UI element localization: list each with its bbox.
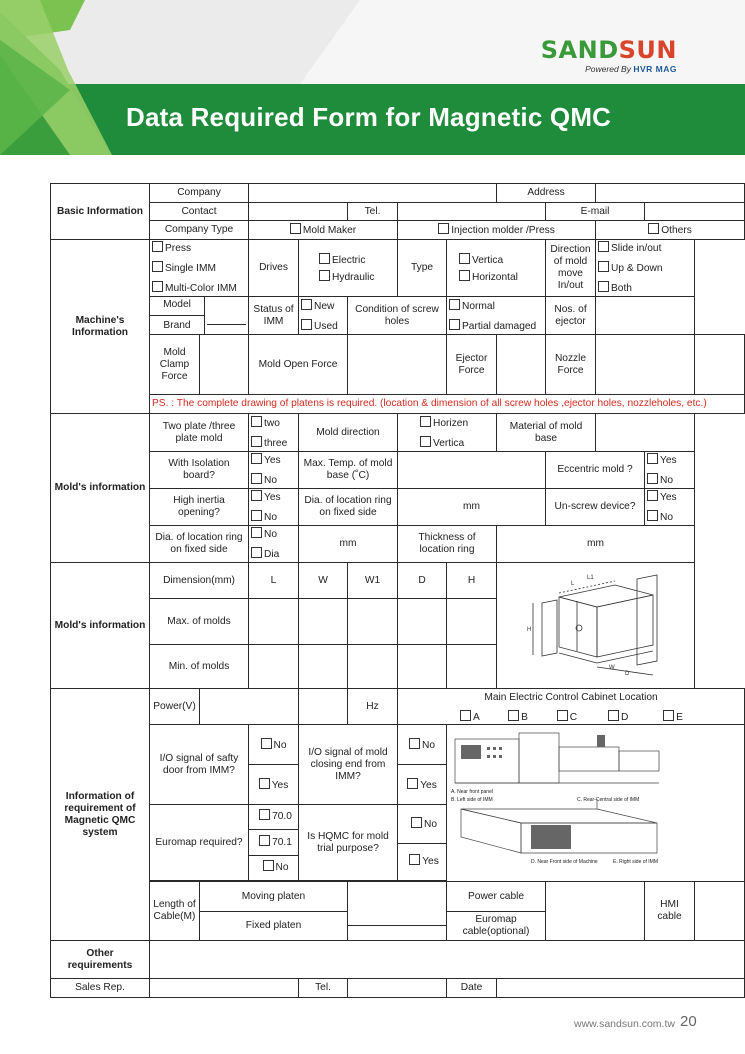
mold-section-title: Mold's information <box>51 414 150 563</box>
dia-checkbox[interactable] <box>251 547 262 558</box>
others-option[interactable]: Others <box>596 221 745 240</box>
eccentric-no-checkbox[interactable] <box>647 473 658 484</box>
cab-c-checkbox[interactable] <box>557 710 568 721</box>
hmi-cable-field[interactable] <box>695 882 745 941</box>
cab-b-checkbox[interactable] <box>508 710 519 721</box>
checkbox[interactable] <box>648 223 659 234</box>
mold-dimension-section-title: Mold's information <box>51 563 150 689</box>
vertical-checkbox[interactable] <box>459 253 470 264</box>
both-checkbox[interactable] <box>598 281 609 292</box>
normal-checkbox[interactable] <box>449 299 460 310</box>
cabinet-location-diagram <box>447 725 745 882</box>
data-form: Basic Information Company Address Contact Tel. E-mail Company Type Mold Maker Injection molder /Press Others Machine's Information Press Single IMM Multi-Color IMM Drives Electric Hydraulic Type Vertica Horizontal Direction of mold move In/out Slide in/out Up & Down Both Model Brand Status of IMM New Used Condition of screw holes Normal Partial damaged Nos. of ejector Mold Clamp Force Mold Open Force Ejector Force Nozzle Force PS. : The complete drawing of platens is required. (location & dimension of all screw holes ,ejector holes, nozzleholes, etc.) Mold's information Two plate /three plate mold two three Mold direction Horizen Vertica Material of mold base With Isolation board? Yes No Max. Temp. of mold base (˚C) Eccentric mold ? Yes No High inertia opening? Yes No Dia. of location ring on fixed side mm Un-screw device? Yes No Dia. of location ring on fixed side No Dia mm Thickness of location ring mm Mold's information Dimension(mm) L W W1 D H L1 L H D W Max. of molds Min. of molds Information of requirement of Magnetic QMC system Power(V) Hz Main Electric Control Cabinet Location A B C D E I/O signal of safty door from IMM? No I/O signal of mold closing end from IMM? No A. Near front panel B. Left side of IMM C. Rear-Central side of IMM D. Near Front side of Machine E. Right side of IMM Yes Yes Euromap required? 70.0 70.1 No Is HQMC for mold trial purpose? No Yes Length of Cable(M) Moving platen Fixed platen Power cable Euromap cable(optional) HMI cable Other requirements Sales Rep. Tel. Date <box>50 183 745 998</box>
horizontal-checkbox[interactable] <box>459 270 470 281</box>
min-d[interactable] <box>398 645 447 689</box>
mold-maker-option[interactable]: Mold Maker <box>249 221 398 240</box>
nos-ejector-field[interactable] <box>596 297 695 335</box>
max-w[interactable] <box>299 599 348 645</box>
inertia-no-checkbox[interactable] <box>251 510 262 521</box>
euromap-no-checkbox[interactable] <box>263 860 274 871</box>
company-field[interactable] <box>249 184 497 203</box>
max-d[interactable] <box>398 599 447 645</box>
isolation-no-checkbox[interactable] <box>251 473 262 484</box>
cabinet-location: Main Electric Control Cabinet Location A B C D E <box>398 689 745 725</box>
cable-length-field[interactable] <box>348 882 447 941</box>
svg-text:D: D <box>625 670 630 677</box>
trial-yes-checkbox[interactable] <box>409 854 420 865</box>
mold-dimension-diagram <box>497 563 695 689</box>
power-extra-field[interactable] <box>299 689 348 725</box>
mold-yes-checkbox[interactable] <box>407 778 418 789</box>
checkbox[interactable] <box>438 223 449 234</box>
three-checkbox[interactable] <box>251 436 262 447</box>
isolation-yes-checkbox[interactable] <box>251 453 262 464</box>
svg-text:L1: L1 <box>587 574 594 581</box>
max-w1[interactable] <box>348 599 398 645</box>
euromap-70-checkbox[interactable] <box>259 809 270 820</box>
max-l[interactable] <box>249 599 299 645</box>
electric-checkbox[interactable] <box>319 253 330 264</box>
max-temp-field[interactable] <box>398 452 546 489</box>
max-h[interactable] <box>447 599 497 645</box>
other-section-title: Other requirements <box>51 941 150 979</box>
other-requirements-field[interactable] <box>150 941 745 979</box>
injection-molder-option[interactable]: Injection molder /Press <box>398 221 596 240</box>
min-w1[interactable] <box>348 645 398 689</box>
svg-text:E. Right side of IMM: E. Right side of IMM <box>613 859 659 865</box>
mold-no-checkbox[interactable] <box>409 738 420 749</box>
email-field[interactable] <box>645 203 745 221</box>
svg-text:L: L <box>571 580 575 587</box>
contact-field[interactable] <box>249 203 348 221</box>
min-w[interactable] <box>299 645 348 689</box>
machine-section-title: Machine's Information <box>51 240 150 414</box>
checkbox[interactable] <box>290 223 301 234</box>
eccentric-yes-checkbox[interactable] <box>647 453 658 464</box>
cab-a-checkbox[interactable] <box>460 710 471 721</box>
svg-text:A. Near front panel: A. Near front panel <box>451 789 493 795</box>
svg-text:D. Near Front side of Machine: D. Near Front side of Machine <box>531 859 598 865</box>
unscrew-no-checkbox[interactable] <box>647 510 658 521</box>
single-imm-checkbox[interactable] <box>152 261 163 272</box>
multi-color-checkbox[interactable] <box>152 281 163 292</box>
dia-no-checkbox[interactable] <box>251 527 262 538</box>
nozzle-force-field[interactable] <box>596 335 695 395</box>
tel-field[interactable] <box>398 203 546 221</box>
new-checkbox[interactable] <box>301 299 312 310</box>
platen-note: PS. : The complete drawing of platens is required. (location & dimension of all screw holes ,ejector holes, nozzleholes, etc.) <box>150 395 745 414</box>
date-field[interactable] <box>497 979 745 998</box>
hydraulic-checkbox[interactable] <box>319 270 330 281</box>
model-brand-field[interactable] <box>205 297 249 334</box>
press-checkbox[interactable] <box>152 241 163 252</box>
svg-text:H: H <box>527 626 532 633</box>
vertica-checkbox[interactable] <box>420 436 431 447</box>
basic-section-title: Basic Information <box>51 184 150 240</box>
address-field[interactable] <box>596 184 745 203</box>
used-checkbox[interactable] <box>301 319 312 330</box>
cab-e-checkbox[interactable] <box>663 710 674 721</box>
svg-text:C. Rear-Central side of IMM: C. Rear-Central side of IMM <box>577 797 640 803</box>
svg-text:W: W <box>609 664 615 671</box>
ejector-force-field[interactable] <box>497 335 546 395</box>
cab-d-checkbox[interactable] <box>608 710 619 721</box>
qmc-section-title: Information of requirement of Magnetic QMC system <box>51 689 150 941</box>
footer-url: www.sandsun.com.tw <box>574 1018 675 1030</box>
power-cable-field[interactable] <box>546 882 645 941</box>
page-number: 20 <box>680 1013 697 1030</box>
svg-text:B. Left side of IMM: B. Left side of IMM <box>451 797 493 803</box>
sales-rep-field[interactable] <box>150 979 299 998</box>
door-yes-checkbox[interactable] <box>259 778 270 789</box>
trial-no-checkbox[interactable] <box>411 817 422 828</box>
clamp-force-field[interactable] <box>200 335 249 395</box>
unscrew-yes-checkbox[interactable] <box>647 490 658 501</box>
power-field[interactable] <box>200 689 299 725</box>
inertia-yes-checkbox[interactable] <box>251 490 262 501</box>
open-force-field[interactable] <box>348 335 447 395</box>
partial-checkbox[interactable] <box>449 319 460 330</box>
min-h[interactable] <box>447 645 497 689</box>
page-title: Data Required Form for Magnetic QMC <box>126 102 612 132</box>
slide-checkbox[interactable] <box>598 241 609 252</box>
sales-tel-field[interactable] <box>348 979 447 998</box>
updown-checkbox[interactable] <box>598 261 609 272</box>
door-no-checkbox[interactable] <box>261 738 272 749</box>
material-field[interactable] <box>596 414 695 452</box>
euromap-701-checkbox[interactable] <box>259 835 270 846</box>
min-l[interactable] <box>249 645 299 689</box>
sandsun-logo: SANDSUN Powered By HVR MAG <box>540 36 677 74</box>
two-checkbox[interactable] <box>251 416 262 427</box>
horizen-checkbox[interactable] <box>420 416 431 427</box>
